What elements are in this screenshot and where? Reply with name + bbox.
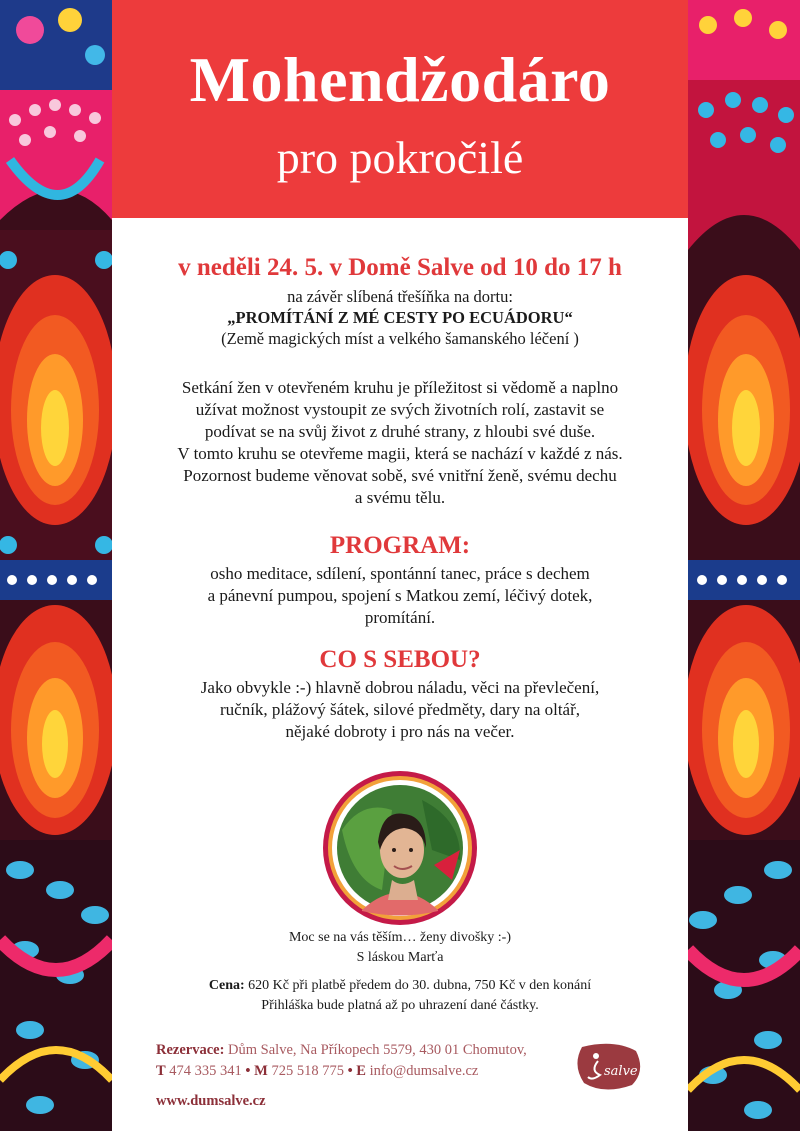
portrait-photo: [322, 770, 478, 926]
description: [112, 377, 688, 509]
program-line: osho meditace, sdílení, spontánní tanec, práce s dechem: [210, 564, 590, 583]
bring-heading: CO S SEBOU?: [319, 646, 481, 673]
title-banner: [112, 0, 688, 218]
description-line: Pozornost budeme věnovat sobě, své vnitřní ženě, svému dechu: [183, 466, 617, 485]
bring-line: nějaké dobroty i pro nás na večer.: [285, 722, 515, 741]
description-line: Setkání žen v otevřeném kruhu je příležitost si vědomě a naplno: [181, 378, 619, 397]
bring-line: ručník, plážový šátek, silové předměty, dary na oltář,: [219, 700, 581, 719]
reservation-label: Rezervace:: [156, 1042, 225, 1058]
footer-contacts: Rezervace: Dům Salve, Na Příkopech 5579, 430 01 Chomutov, T 474 335 341 • M 725 518 775 • E info@dumsalve.cz www.dumsalve.cz: [156, 1042, 527, 1109]
description-line: podívat se na svůj život z druhé strany, z hloubi své duše.: [204, 422, 596, 441]
mobile-number[interactable]: 725 518 775: [271, 1063, 344, 1079]
phone-label: T: [156, 1063, 166, 1079]
bring-line: Jako obvykle :-) hlavně dobrou náladu, věci na převlečení,: [200, 678, 600, 697]
poster-panel: [112, 0, 688, 1131]
closing: [112, 928, 688, 968]
description-line: a svému tělu.: [354, 488, 446, 507]
program-line: promítání.: [364, 608, 436, 627]
price-text: 620 Kč při platbě předem do 30. dubna, 750 Kč v den konání: [248, 978, 592, 993]
salve-logo: [574, 1041, 644, 1091]
description-line: V tomto kruhu se otevřeme magii, která se nachází v každé z nás.: [177, 444, 623, 463]
price-label: Cena:: [208, 978, 245, 993]
event-date-line: v neděli 24. 5. v Domě Salve od 10 do 17 h: [178, 254, 622, 281]
decorative-art-right: [688, 0, 800, 1131]
website-link[interactable]: www.dumsalve.cz: [156, 1093, 266, 1109]
program-heading: PROGRAM:: [329, 532, 471, 559]
email-link[interactable]: info@dumsalve.cz: [369, 1063, 479, 1079]
decorative-art-left: [0, 0, 112, 1131]
poster-body: [112, 250, 688, 743]
reservation-address: Dům Salve, Na Příkopech 5579, 430 01 Chomutov,: [228, 1042, 527, 1058]
price-note: Přihláška bude platná až po uhrazení dané částky.: [261, 998, 539, 1013]
email-label: E: [356, 1063, 366, 1079]
event-intro: na závěr slíbená třešíňka na dortu:: [287, 287, 513, 306]
screening-note: (Země magických míst a velkého šamanského léčení ): [221, 329, 579, 348]
description-line: užívat možnost vystoupit ze svých životních rolí, zastavit se: [195, 400, 605, 419]
program-line: a pánevní pumpou, spojení s Matkou zemí, léčivý dotek,: [207, 586, 593, 605]
mobile-label: M: [254, 1063, 268, 1079]
logo-text: salve: [604, 1064, 638, 1079]
price-block: [112, 976, 688, 1016]
phone-number[interactable]: 474 335 341: [169, 1063, 242, 1079]
signature-line: S láskou Marťa: [356, 950, 444, 965]
screening-title: „PROMÍTÁNÍ Z MÉ CESTY PO ECUÁDORU“: [227, 308, 573, 327]
poster-subtitle: pro pokročilé: [276, 132, 524, 183]
closing-line: Moc se na vás těším… ženy divošky :-): [288, 930, 511, 945]
poster-title: Mohendžodáro: [189, 44, 611, 115]
